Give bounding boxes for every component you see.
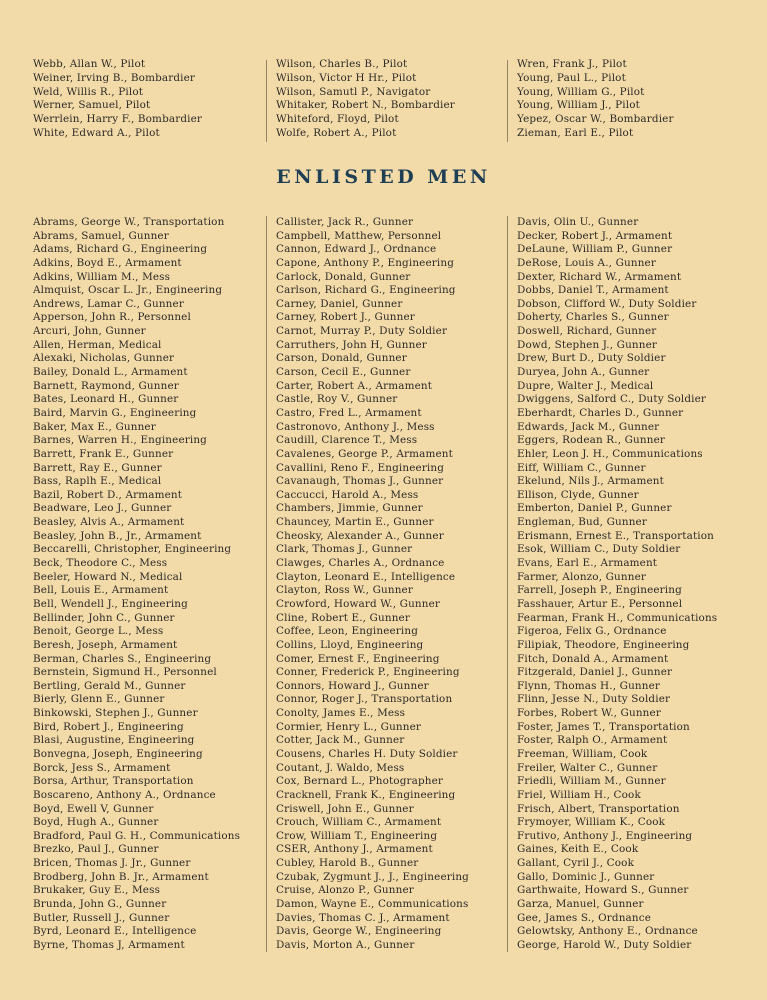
officers-column-2 [276,58,498,141]
roster-entry: Bernstein, Sigmund H., Personnel [33,666,217,679]
roster-entry: Frymoyer, William K., Cook [517,816,666,829]
roster-entry: Dwiggens, Salford C., Duty Soldier [517,393,707,406]
roster-entry: Conolty, James E., Mess [276,707,406,720]
roster-entry: Borck, Jess S., Armament [33,761,171,774]
roster-entry: Cline, Robert E., Gunner [276,611,410,624]
roster-entry: Campbell, Matthew, Personnel [276,229,442,242]
roster-entry: Davies, Thomas C. J., Armament [276,911,450,924]
roster-entry: Freeman, William, Cook [517,747,648,760]
roster-entry: Beeler, Howard N., Medical [33,570,183,583]
roster-entry: Cheosky, Alexander A., Gunner [276,529,444,542]
roster-entry: Edwards, Jack M., Gunner [517,420,660,433]
roster-entry: Beresh, Joseph, Armament [33,638,178,651]
roster-entry: Erismann, Ernest E., Transportation [517,529,714,542]
roster-entry: DeLaune, William P., Gunner [517,243,673,256]
roster-entry: Capone, Anthony P., Engineering [276,256,455,269]
roster-entry: Borsa, Arthur, Transportation [33,775,194,788]
roster-entry: Evans, Earl E., Armament [517,557,658,570]
roster-entry: Apperson, John R., Personnel [33,311,191,324]
roster-entry: Coffee, Leon, Engineering [276,625,419,638]
roster-entry: Carruthers, John H, Gunner [276,338,427,351]
roster-entry: Garza, Manuel, Gunner [517,898,644,911]
roster-entry: Cracknell, Frank K., Engineering [276,788,456,801]
roster-entry: Cannon, Edward J., Ordnance [276,243,437,256]
roster-entry: Carson, Donald, Gunner [276,352,407,365]
roster-entry: Fasshauer, Artur E., Personnel [517,597,683,610]
roster-entry: Esok, William C., Duty Soldier [517,543,681,556]
roster-entry: Czubak, Zygmunt J., J., Engineering [276,870,469,883]
enlisted-column-1 [33,216,255,953]
roster-entry: Allen, Herman, Medical [33,338,162,351]
section-heading-enlisted-men: ENLISTED MEN [276,166,491,188]
roster-entry: Cox, Bernard L., Photographer [276,775,444,788]
roster-entry: Butler, Russell J., Gunner [33,911,170,924]
roster-entry: Cotter, Jack M., Gunner [276,734,405,747]
roster-entry: Friel, William H., Cook [517,788,641,801]
roster-entry: Bailey, Donald L., Armament [33,366,188,379]
roster-entry: Young, Paul L., Pilot [517,71,626,84]
roster-entry: Fearman, Frank H., Communications [517,611,718,624]
roster-entry: Foster, James T., Transportation [517,720,690,733]
roster-entry: White, Edward A., Pilot [33,126,160,139]
roster-entry: Duryea, John A., Gunner [517,366,650,379]
roster-entry: Blasi, Augustine, Engineering [33,734,195,747]
roster-entry: Wilson, Charles B., Pilot [276,58,408,70]
roster-entry: Barnes, Warren H., Engineering [33,434,207,447]
roster-entry: George, Harold W., Duty Soldier [517,938,692,951]
roster-entry: Young, William J., Pilot [517,99,640,112]
roster-entry: Filipiak, Theodore, Engineering [517,638,690,651]
roster-entry: Emberton, Daniel P., Gunner [517,502,672,515]
roster-entry: Bazil, Robert D., Armament [33,488,183,501]
roster-entry: Beadware, Leo J., Gunner [33,502,172,515]
roster-entry: Friedli, William M., Gunner [517,775,666,788]
roster-entry: Bricen, Thomas J. Jr., Gunner [33,857,191,870]
roster-entry: Doswell, Richard, Gunner [517,325,657,338]
roster-entry: Forbes, Robert W., Gunner [517,707,661,720]
roster-entry: Bass, Raplh E., Medical [33,475,162,488]
roster-entry: Beasley, John B., Jr., Armament [33,529,202,542]
roster-entry: Werner, Samuel, Pilot [33,99,151,112]
roster-entry: Whiteford, Floyd, Pilot [276,113,399,126]
roster-entry: Young, William G., Pilot [517,85,645,98]
roster-entry: Barrett, Frank E., Gunner [33,447,174,460]
roster-entry: Zieman, Earl E., Pilot [517,126,634,139]
roster-entry: Carter, Robert A., Armament [276,379,433,392]
roster-entry: Chauncey, Martin E., Gunner [276,516,434,529]
roster-entry: Carlson, Richard G., Engineering [276,284,456,297]
roster-entry: Farmer, Alonzo, Gunner [517,570,647,583]
roster-entry: Wren, Frank J., Pilot [517,58,627,70]
roster-entry: Bonvegna, Joseph, Engineering [33,747,203,760]
enlisted-column-3 [517,216,749,953]
roster-entry: Castle, Roy V., Gunner [276,393,398,406]
roster-entry: Ekelund, Nils J., Armament [517,475,664,488]
roster-entry: Clayton, Ross W., Gunner [276,584,413,597]
roster-entry: Cormier, Henry L., Gunner [276,720,422,733]
officers-column-3 [517,58,749,141]
roster-entry: Garthwaite, Howard S., Gunner [517,884,689,897]
roster-entry: Bertling, Gerald M., Gunner [33,679,186,692]
roster-entry: Dexter, Richard W., Armament [517,270,682,283]
roster-entry: Weiner, Irving B., Bombardier [33,71,196,84]
roster-entry: Comer, Ernest F., Engineering [276,652,440,665]
roster-entry: Frutivo, Anthony J., Engineering [517,829,693,842]
roster-entry: Carnot, Murray P., Duty Soldier [276,325,448,338]
roster-entry: Werrlein, Harry F., Bombardier [33,113,203,126]
roster-entry: Binkowski, Stephen J., Gunner [33,707,198,720]
roster-entry: Benoit, George L., Mess [33,625,164,638]
roster-entry: Conner, Frederick P., Engineering [276,666,460,679]
roster-entry: Berman, Charles S., Engineering [33,652,212,665]
roster-entry: Wilson, Victor H Hr., Pilot [276,71,417,84]
roster-entry: Abrams, Samuel, Gunner [33,229,169,242]
roster-entry: Cruise, Alonzo P., Gunner [276,884,414,897]
roster-entry: Abrams, George W., Transportation [33,216,225,228]
enlisted-column-2 [276,216,498,953]
roster-entry: Baker, Max E., Gunner [33,420,156,433]
roster-entry: Wolfe, Robert A., Pilot [276,126,397,139]
roster-entry: Castronovo, Anthony J., Mess [276,420,435,433]
roster-entry: Caccucci, Harold A., Mess [276,488,419,501]
roster-entry: Davis, George W., Engineering [276,925,442,938]
roster-entry: Almquist, Oscar L. Jr., Engineering [33,284,223,297]
roster-entry: Bell, Wendell J., Engineering [33,597,188,610]
roster-entry: Eberhardt, Charles D., Gunner [517,406,684,419]
enlisted-divider-2 [507,216,508,952]
roster-entry: Clawges, Charles A., Ordnance [276,557,445,570]
roster-entry: Clark, Thomas J., Gunner [276,543,413,556]
roster-entry: Flynn, Thomas H., Gunner [517,679,661,692]
roster-entry: Flinn, Jesse N., Duty Soldier [517,693,671,706]
roster-entry: Connors, Howard J., Gunner [276,679,429,692]
roster-entry: Bates, Leonard H., Gunner [33,393,179,406]
roster-entry: Farrell, Joseph P., Engineering [517,584,682,597]
roster-entry: Byrd, Leonard E., Intelligence [33,925,197,938]
roster-entry: Criswell, John E., Gunner [276,802,414,815]
roster-entry: Eiff, William C., Gunner [517,461,646,474]
officers-divider-2 [507,60,508,142]
roster-entry: Bellinder, John C., Gunner [33,611,175,624]
roster-entry: Whitaker, Robert N., Bombardier [276,99,455,112]
roster-entry: Caudill, Clarence T., Mess [276,434,418,447]
roster-entry: Callister, Jack R., Gunner [276,216,414,228]
roster-entry: Brodberg, John B. Jr., Armament [33,870,209,883]
roster-entry: Dobbs, Daniel T., Armament [517,284,669,297]
roster-entry: Baird, Marvin G., Engineering [33,406,197,419]
roster-entry: Clayton, Leonard E., Intelligence [276,570,456,583]
roster-entry: Alexaki, Nicholas, Gunner [33,352,175,365]
roster-entry: Dupre, Walter J., Medical [517,379,654,392]
roster-entry: Andrews, Lamar C., Gunner [33,297,184,310]
roster-entry: Boyd, Ewell V, Gunner [33,802,154,815]
roster-entry: Wilson, Samutl P., Navigator [276,85,431,98]
roster-entry: Davis, Morton A., Gunner [276,938,415,951]
roster-entry: Adkins, Boyd E., Armament [33,256,182,269]
roster-entry: Boyd, Hugh A., Gunner [33,816,159,829]
roster-entry: Carson, Cecil E., Gunner [276,366,411,379]
roster-entry: Brukaker, Guy E., Mess [33,884,161,897]
roster-entry: Coutant, J. Waldo, Mess [276,761,405,774]
roster-entry: Beasley, Alvis A., Armament [33,516,185,529]
roster-entry: Gelowtsky, Anthony E., Ordnance [517,925,698,938]
roster-entry: Gee, James S., Ordnance [517,911,651,924]
roster-entry: Carney, Robert J., Gunner [276,311,415,324]
roster-entry: Arcuri, John, Gunner [33,325,146,338]
roster-entry: Figeroa, Felix G., Ordnance [517,625,667,638]
roster-entry: CSER, Anthony J., Armament [276,843,433,856]
roster-entry: Beccarelli, Christopher, Engineering [33,543,232,556]
roster-entry: Bell, Louis E., Armament [33,584,169,597]
roster-entry: Cavallini, Reno F., Engineering [276,461,445,474]
roster-entry: Boscareno, Anthony A., Ordnance [33,788,216,801]
roster-entry: Collins, Lloyd, Engineering [276,638,424,651]
roster-entry: Drew, Burt D., Duty Soldier [517,352,666,365]
roster-entry: Damon, Wayne E., Communications [276,898,469,911]
roster-entry: Cavanaugh, Thomas J., Gunner [276,475,444,488]
roster-entry: Cavalenes, George P., Armament [276,447,453,460]
roster-entry: Decker, Robert J., Armament [517,229,673,242]
roster-entry: Davis, Olin U., Gunner [517,216,639,228]
roster-entry: Cubley, Harold B., Gunner [276,857,419,870]
roster-entry: Crow, William T., Engineering [276,829,438,842]
roster-entry: Fitzgerald, Daniel J., Gunner [517,666,673,679]
roster-entry: Freiler, Walter C., Gunner [517,761,658,774]
roster-entry: DeRose, Louis A., Gunner [517,256,656,269]
roster-entry: Bierly, Glenn E., Gunner [33,693,165,706]
roster-entry: Carlock, Donald, Gunner [276,270,411,283]
roster-entry: Foster, Ralph O., Armament [517,734,668,747]
roster-entry: Castro, Fred L., Armament [276,406,422,419]
roster-entry: Crowford, Howard W., Gunner [276,597,441,610]
roster-entry: Weld, Willis R., Pilot [33,85,144,98]
roster-entry: Dowd, Stephen J., Gunner [517,338,658,351]
roster-entry: Barrett, Ray E., Gunner [33,461,162,474]
roster-entry: Carney, Daniel, Gunner [276,297,403,310]
roster-entry: Brezko, Paul J., Gunner [33,843,159,856]
roster-entry: Webb, Allan W., Pilot [33,58,146,70]
enlisted-divider-1 [266,216,267,952]
roster-entry: Frisch, Albert, Transportation [517,802,680,815]
roster-entry: Doherty, Charles S., Gunner [517,311,669,324]
roster-entry: Beck, Theodore C., Mess [33,557,168,570]
roster-entry: Crouch, William C., Armament [276,816,442,829]
roster-entry: Barnett, Raymond, Gunner [33,379,179,392]
roster-entry: Ellison, Clyde, Gunner [517,488,639,501]
officers-divider-1 [266,60,267,142]
roster-entry: Bradford, Paul G. H., Communications [33,829,241,842]
roster-entry: Cousens, Charles H. Duty Soldier [276,747,458,760]
roster-entry: Chambers, Jimmie, Gunner [276,502,423,515]
roster-entry: Engleman, Bud, Gunner [517,516,647,529]
roster-entry: Gaines, Keith E., Cook [517,843,639,856]
officers-column-1 [33,58,255,141]
roster-entry: Bird, Robert J., Engineering [33,720,184,733]
roster-entry: Adams, Richard G., Engineering [33,243,208,256]
roster-entry: Gallant, Cyril J., Cook [517,857,635,870]
roster-entry: Fitch, Donald A., Armament [517,652,669,665]
roster-entry: Yepez, Oscar W., Bombardier [517,113,674,126]
roster-entry: Brunda, John G., Gunner [33,898,167,911]
roster-entry: Gallo, Dominic J., Gunner [517,870,655,883]
roster-entry: Eggers, Rodean R., Gunner [517,434,665,447]
roster-entry: Adkins, William M., Mess [33,270,171,283]
roster-entry: Ehler, Leon J. H., Communications [517,447,703,460]
roster-entry: Connor, Roger J., Transportation [276,693,453,706]
roster-entry: Byrne, Thomas J, Armament [33,938,185,951]
roster-entry: Dobson, Clifford W., Duty Soldier [517,297,697,310]
